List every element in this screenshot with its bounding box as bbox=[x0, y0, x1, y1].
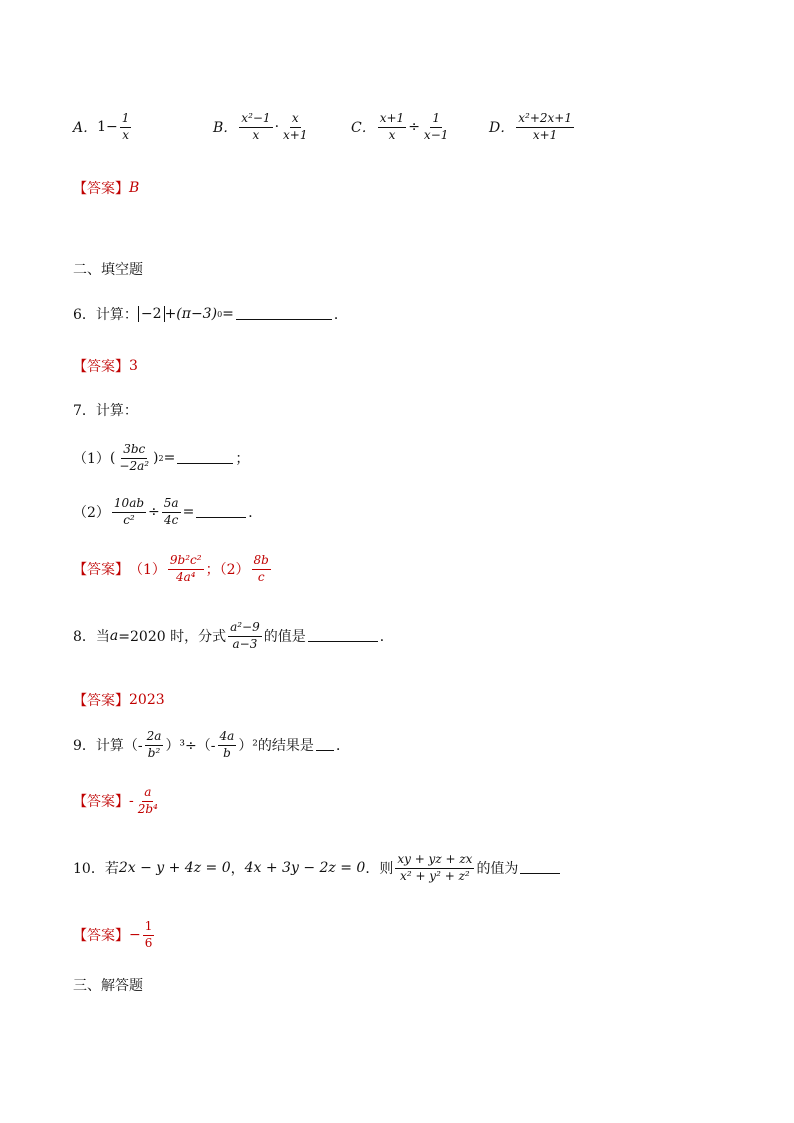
fraction: $\frac{1}{x}$ bbox=[121, 111, 130, 142]
fraction: $\frac{a}{\text{2b⁴}}$ bbox=[137, 785, 158, 816]
fraction: $\frac{\text{x²+2x+1}}{x+1}$ bbox=[518, 111, 572, 142]
q10-answer: 【答案】 − $\frac{1}{6}$ bbox=[73, 919, 153, 950]
answer-blank bbox=[196, 507, 246, 518]
fraction: $\frac{8b}{c}$ bbox=[253, 553, 269, 584]
fraction: $\frac{1}{6}$ bbox=[144, 919, 153, 950]
question-6: 6．计算： −2 +(π−3) 0 = ． bbox=[73, 306, 348, 323]
absolute-value: −2 bbox=[138, 306, 165, 322]
answer-blank bbox=[316, 740, 334, 751]
q8-answer: 【答案】 2023 bbox=[73, 692, 165, 709]
fraction: $\frac{xy + yz + zx}{\text{x² + y² + z²}}$ bbox=[397, 852, 473, 883]
option-c: C． $\frac{x+1}{x}$ ÷ $\frac{1}{x-1}$ bbox=[351, 111, 449, 142]
answer-blank bbox=[236, 309, 332, 320]
answer-blank bbox=[308, 631, 378, 642]
question-10: 10．若 2x − y + 4z = 0 ， 4x + 3y − 2z = 0 ．则 $\frac{xy + yz + zx}{\text{x² + y² + z²}}$ 的值为 bbox=[73, 853, 562, 884]
question-8: 8．当 a =2020 时，分式 $\frac{\text{a²−9}}{a-3}$ 的值是 ． bbox=[73, 620, 394, 651]
fraction: $\frac{10ab}{\text{c²}}$ bbox=[113, 496, 145, 527]
fraction: $\frac{4a}{b}$ bbox=[219, 729, 235, 760]
option-d: D． $\frac{\text{x²+2x+1}}{x+1}$ bbox=[489, 111, 572, 142]
q9-answer: 【答案】 - $\frac{a}{\text{2b⁴}}$ bbox=[73, 785, 158, 816]
fraction: $\frac{3bc}{\text{−2a²}}$ bbox=[119, 442, 150, 473]
fraction: $\frac{1}{x-1}$ bbox=[423, 111, 449, 142]
answer-blank bbox=[520, 863, 560, 874]
fraction: $\frac{\text{a²−9}}{a-3}$ bbox=[230, 620, 260, 651]
question-7-part-2: （2） $\frac{10ab}{\text{c²}}$ ÷ $\frac{5a}{4c}$ = ． bbox=[73, 496, 263, 527]
q5-answer: 【答案】 B bbox=[73, 180, 140, 197]
question-7-part-1: （1） ( $\frac{3bc}{\text{−2a²}}$ ) 2 = ； bbox=[73, 442, 250, 473]
fraction: $\frac{5a}{4c}$ bbox=[163, 496, 179, 527]
section-heading-solve: 三、解答题 bbox=[73, 978, 143, 994]
fraction: $\frac{\text{9b²c²}}{\text{4a⁴}}$ bbox=[169, 553, 202, 584]
question-9: 9．计算（- $\frac{2a}{\text{b²}}$ ）³÷（- $\frac{4a}{b}$ ）²的结果是 ． bbox=[73, 729, 350, 760]
fraction: $\frac{2a}{\text{b²}}$ bbox=[146, 729, 162, 760]
q7-answer: 【答案】 （1） $\frac{\text{9b²c²}}{\text{4a⁴}}$ ；（2） $\frac{8b}{c}$ bbox=[73, 553, 269, 584]
option-b: B． $\frac{\text{x²−1}}{x}$ · $\frac{x}{x+1}$ bbox=[213, 111, 308, 142]
section-heading-fill-blank: 二、填空题 bbox=[73, 262, 143, 278]
option-a: A． 1− $\frac{1}{x}$ bbox=[73, 111, 130, 142]
q5-options bbox=[73, 112, 576, 143]
q6-answer: 【答案】 3 bbox=[73, 358, 138, 375]
answer-blank bbox=[177, 453, 233, 464]
fraction: $\frac{\text{x²−1}}{x}$ bbox=[241, 111, 271, 142]
fraction: $\frac{x}{x+1}$ bbox=[283, 111, 308, 142]
question-7-title: 7．计算： bbox=[73, 403, 138, 419]
fraction: $\frac{x+1}{x}$ bbox=[379, 111, 405, 142]
